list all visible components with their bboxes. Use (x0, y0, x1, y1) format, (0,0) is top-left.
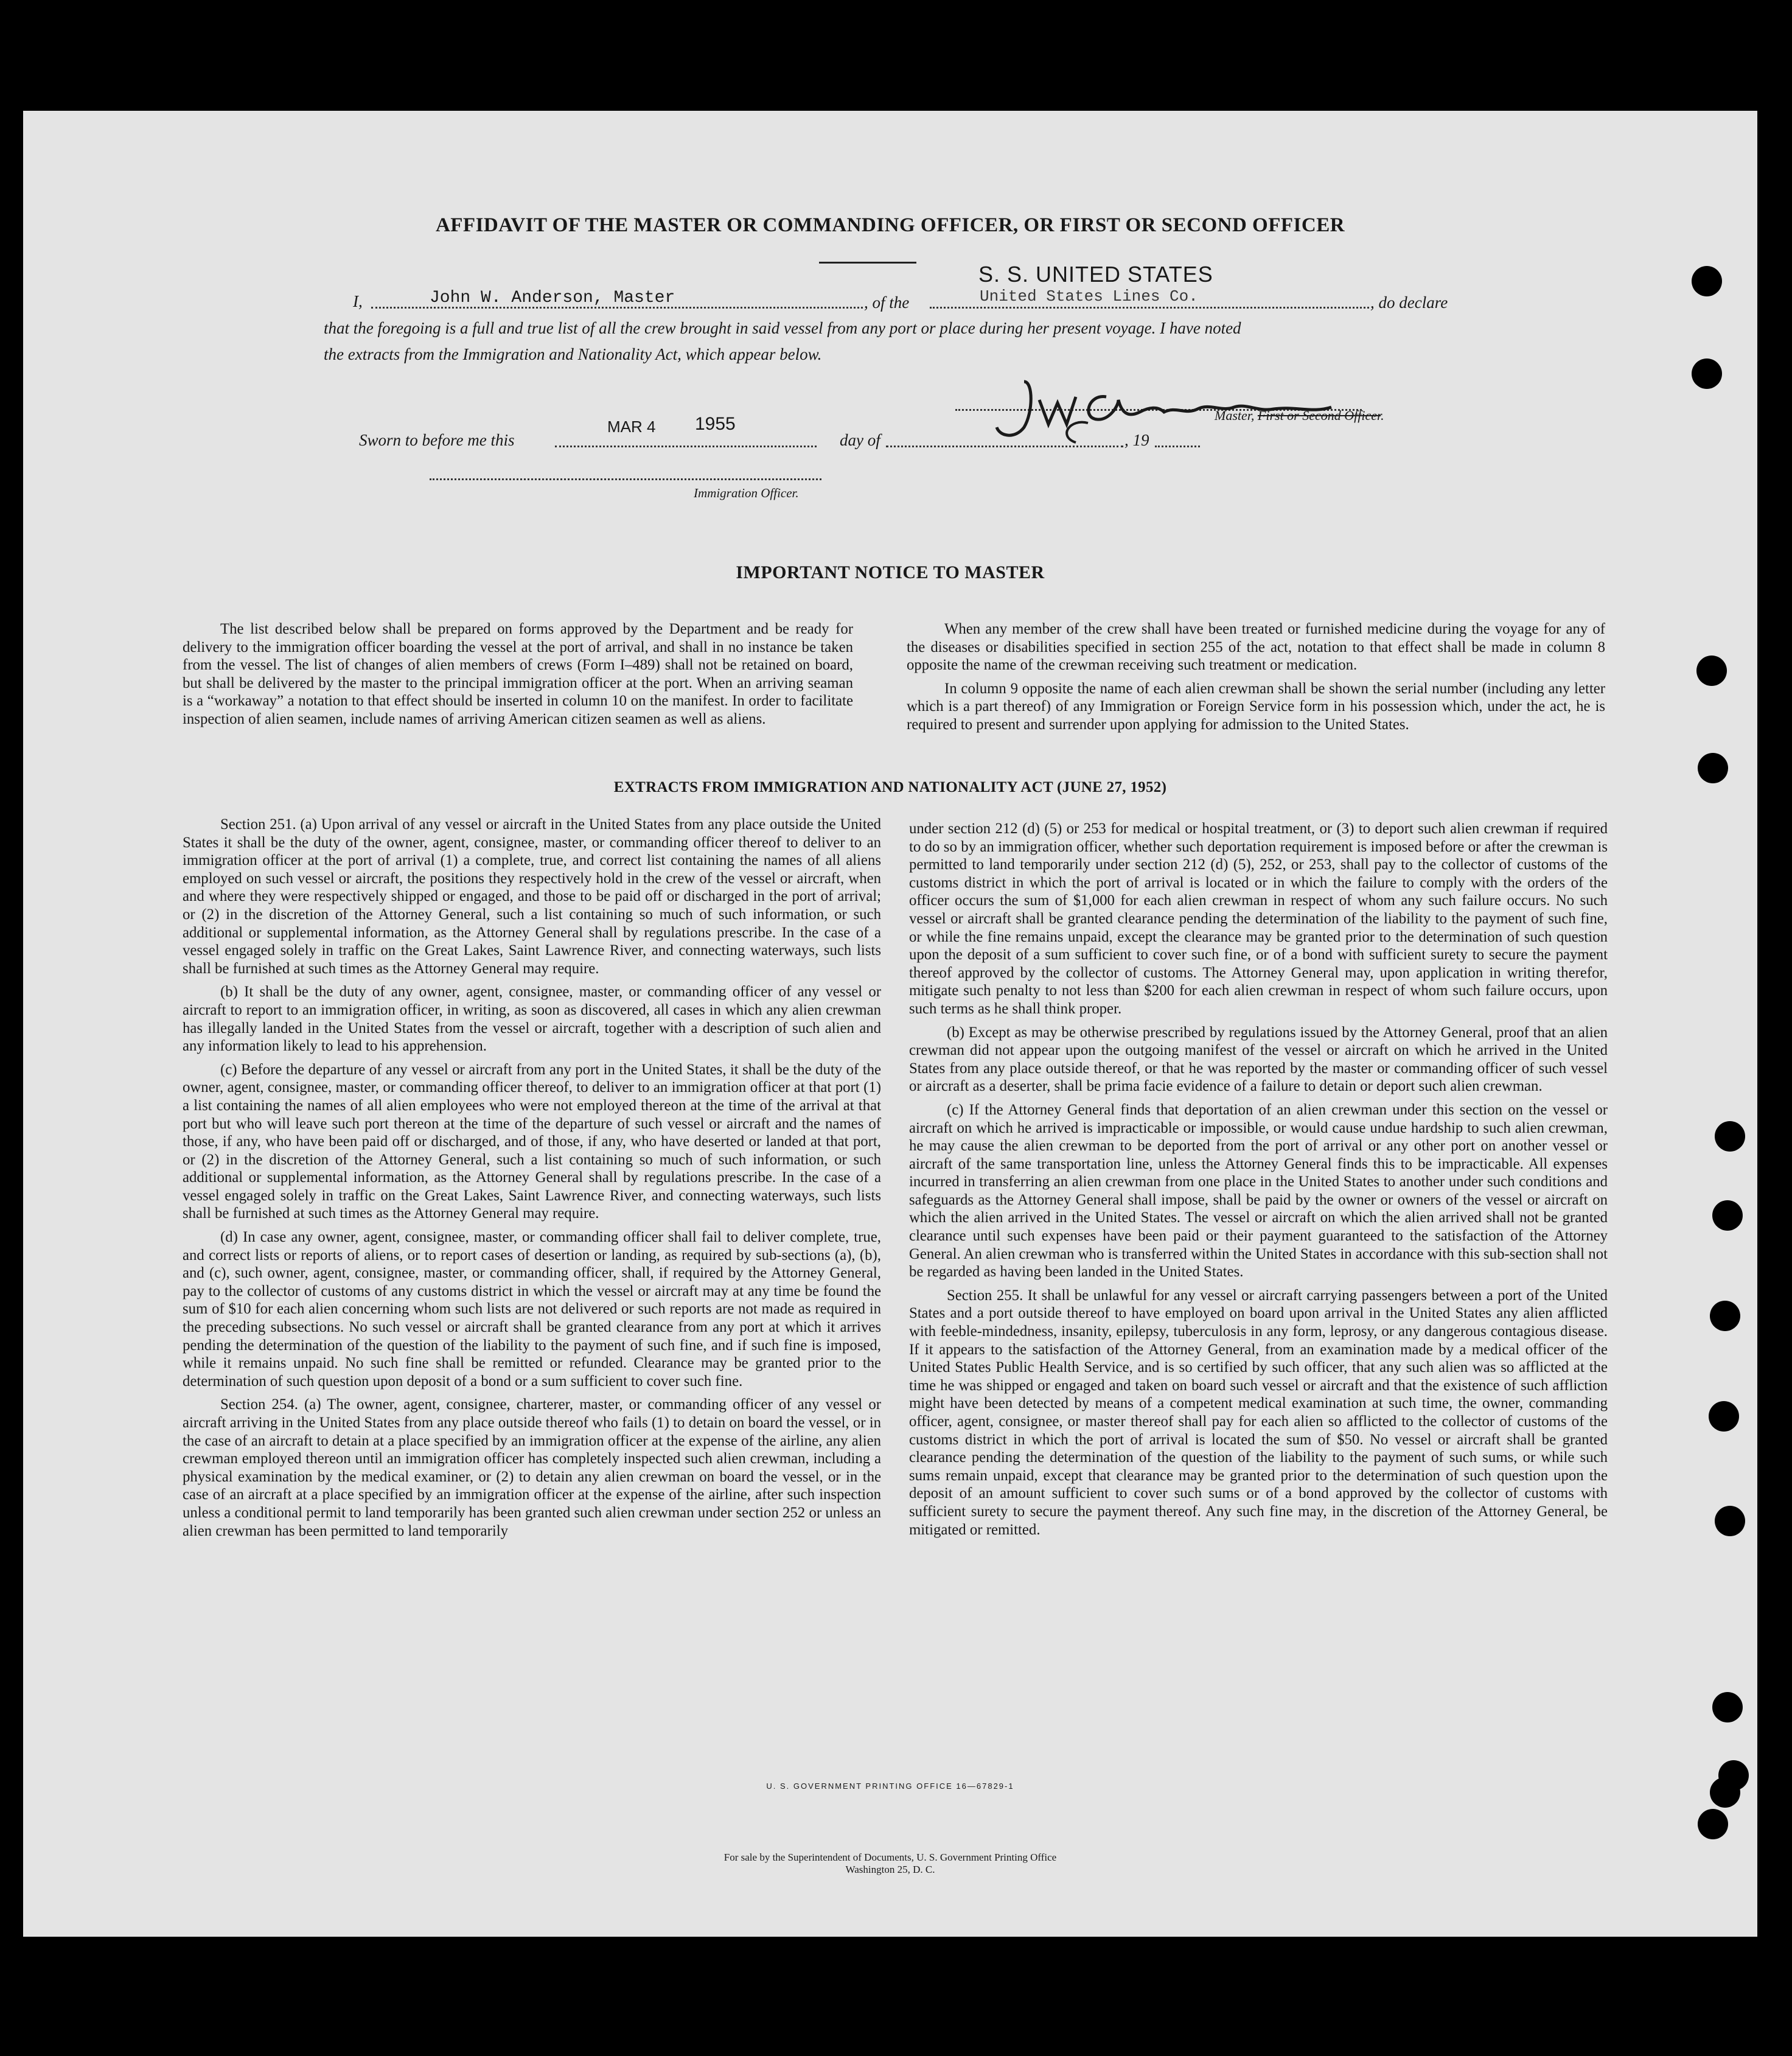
extract-paragraph: Section 251. (a) Upon arrival of any vessel or aircraft in the United States from any place outside the United States it shall be the duty of the owner, agent, consignee, master, or commanding officer thereof to deliver to an immigration officer at the port of arrival (1) a complete, true, and correct list containing the names of all aliens employed on such vessel or aircraft, the positions they respectively hold in the crew of the vessel or aircraft, when and where they were respectively shipped or engaged, and those to be paid off or discharged in the port of arrival; or (2) in the discretion of the Attorney General, such a list containing so much of such information, or such additional or supplemental information, as the Attorney General shall by regulations prescribe. In the case of a vessel engaged solely in traffic on the Great Lakes, Saint Lawrence River, and connecting waterways, such lists shall be furnished at such times as the Attorney General may require. (183, 816, 881, 977)
extract-paragraph: (d) In case any owner, agent, consignee, master, or commanding officer shall fail to deliver complete, true, and correct lists or reports of aliens, or to report cases of desertion or landing, as required by sub-sections (a), (b), and (c), such owner, agent, consignee, master, or commanding officer, shall, if required by the Attorney General, pay to the collector of customs of any customs district in which the vessel or aircraft may at any time be found the sum of $10 for each alien concerning whom such lists are not delivered or such reports are not made as required in the preceding subsections. No such vessel or aircraft shall be granted clearance from any port at which it arrives pending the determination of the question of the liability to the payment of such fine, and if such fine is imposed, while it remains unpaid. No such fine shall be remitted or refunded. Clearance may be granted prior to the determination of such question upon deposit of a bond or a sum sufficient to cover such fine. (183, 1229, 881, 1390)
punch-hole (1692, 266, 1722, 296)
extract-paragraph: (b) It shall be the duty of any owner, agent, consignee, master, or commanding officer of any vessel or aircraft to report to an immigration officer, in writing, as soon as discovered, all cases in which any alien crewman has illegally landed in the United States from the vessel or aircraft, together with a description of such alien and any information likely to lead to his apprehension. (183, 984, 881, 1055)
extracts-left-column (183, 816, 881, 1545)
officer-label: Immigration Officer. (694, 486, 799, 500)
notice-right-paragraph-1: When any member of the crew shall have been treated or furnished medicine during the voyage for any of the diseases or disabilities specified in section 255 of the act, notation to that effect shall be made in column 8 opposite the name of the crewman receiving such treatment or medication. (907, 621, 1605, 674)
punch-hole (1715, 1121, 1745, 1152)
punch-hole (1698, 753, 1728, 783)
extract-paragraph: (b) Except as may be otherwise prescribed by regulations issued by the Attorney General, proof that an alien crewman did not appear upon the outgoing manifest of the vessel or aircraft on which he arrived in the United States from any place outside thereof, or that he was reported by the master or commanding officer of such vessel or aircraft as a deserter, shall be prima facie evidence of a failure to detain or deport such alien crewman. (909, 1024, 1608, 1095)
sworn-label: Sworn to before me this (359, 431, 515, 449)
day-of-label: day of (840, 431, 880, 449)
master-name: John W. Anderson, Master (430, 288, 675, 307)
extract-paragraph: Section 254. (a) The owner, agent, consignee, charterer, master, or commanding officer of any vessel or aircraft arriving in the United States from any place outside thereof who fails (1) to detain on board the vessel, or in the case of an aircraft to detain at a place specified by an immigration officer at the expense of the airline, any alien crewman employed thereon until an immigration officer has completely inspected such alien crewman, including a physical examination by the medical examiner, or (2) to detain any alien crewman on board the vessel, or in the case of an aircraft at a place specified by an immigration officer at the expense of the airline, after such inspection unless a conditional permit to land temporarily has been granted such alien crewman under section 252 or unless an alien crewman has been permitted to land temporarily (183, 1396, 881, 1539)
signature-label-struck: First or Second Officer (1257, 408, 1381, 423)
title-rule (819, 262, 916, 264)
extract-paragraph: under section 212 (d) (5) or 253 for medical or hospital treatment, or (3) to deport such alien crewman if required to do so by an immigration officer, whether such deportation requirement is imposed before or after the crewman is permitted to land temporarily under section 212 (d) (5), 252, or 253, shall pay to the collector of customs of the customs district in which the port of arrival is located or in which the failure to comply with the orders of the officer occurs the sum of $1,000 for each alien crewman in respect of whom any such failure occurs. No such vessel or aircraft shall be granted clearance pending the determination of the liability to the payment of such fine, or while the fine remains unpaid, except the clearance may be granted prior to the determination of such question upon the deposit of a sum sufficient to cover such fine, or of a bond with sufficient surety to secure the payment thereof approved by the collector of customs. The Attorney General may, upon application in writing therefor, mitigate such penalty to not less than $200 for each alien crewman in respect of whom such failure occurs, upon such terms as he shall think proper. (909, 820, 1608, 1017)
signature-label (1215, 408, 1384, 424)
notice-left-paragraph: The list described below shall be prepared on forms approved by the Department and be ready for delivery to the immigration officer boarding the vessel at the port of arrival, and shall in no instance be taken from the vessel. The list of changes of alien members of crews (Form I–489) shall not be retained on board, but shall be delivered by the master to the principal immigration officer at the port. When an arriving seaman is a “workaway” a notation to that effect should be inserted in column 10 on the manifest. In order to facilitate inspection of alien seamen, include names of arriving American citizen seamen as well as aliens. (183, 621, 853, 727)
punch-hole (1712, 1200, 1743, 1231)
vessel-line (930, 307, 1369, 309)
signature-stroke-w (1039, 397, 1076, 424)
sworn-date: MAR 4 (607, 418, 656, 436)
officer-line (430, 478, 821, 480)
punch-hole (1696, 656, 1727, 686)
extract-paragraph: (c) If the Attorney General finds that deportation of an alien crewman under this section on the vessel or aircraft on which he arrived is impracticable or impossible, or would cause undue hardship to such alien crewman, he may cause the alien crewman to be deported from the port of arrival or any other port on another vessel or aircraft of the same transportation line, unless the Attorney General finds this to be impracticable. All expenses incurred in transferring an alien crewman from one place in the United States to another under such conditions and safeguards as the Attorney General shall impose, shall be paid by the owner or owners of the vessel or aircraft on which the alien arrived in the United States. The vessel or aircraft on which the alien arrived shall not be granted clearance until such expenses have been paid or their payment guaranteed to the satisfaction of the Attorney General. An alien crewman who is transferred within the United States in accordance with this sub-section shall not be regarded as having been landed in the United States. (909, 1101, 1608, 1281)
of-the-label: , of the (864, 293, 910, 312)
affidavit-title: AFFIDAVIT OF THE MASTER OR COMMANDING OFFICER, OR FIRST OR SECOND OFFICER (435, 214, 1345, 236)
punch-hole (1712, 1692, 1743, 1722)
year-prefix-label: , 19 (1124, 431, 1149, 449)
notice-right-paragraph-2: In column 9 opposite the name of each alien crewman shall be shown the serial number (including any letter which is a part thereof) of any Immigration or Foreign Service form in his possession which, under the act, he is required to present and surrender upon applying for admission to the United States. (907, 680, 1605, 733)
extract-paragraph: Section 255. It shall be unlawful for any vessel or aircraft carrying passengers between a port of the United States and a port outside thereof to have employed on board upon arrival in the United States any alien afflicted with feeble-mindedness, insanity, epilepsy, tuberculosis in any form, leprosy, or any dangerous contagious disease. If it appears to the satisfaction of the Attorney General, from an examination made by a medical officer of the United States Public Health Service, and is so certified by such officer, that any such alien was so afflicted at the time he was shipped or engaged and taken on board such vessel or aircraft and that the existence of such affliction might have been detected by means of a competent medical examination at such time, the owner, commanding officer, agent, consignee, or master thereof shall pay for each alien so afflicted to the collector of customs of the customs district in which the port of arrival is located the sum of $50. No vessel or aircraft shall be granted clearance pending the determination of the question of the liability to the payment of such sums, or while such sums remain unpaid, except that clearance may be granted prior to the determination of such question upon the deposit of an amount sufficient to cover such sums or of a bond approved by the collector of customs with sufficient surety to secure the payment thereof. Any such fine may, in the discretion of the Attorney General, be mitigated or remitted. (909, 1287, 1608, 1538)
extracts-title: EXTRACTS FROM IMMIGRATION AND NATIONALITY ACT (JUNE 27, 1952) (613, 779, 1167, 795)
notice-title: IMPORTANT NOTICE TO MASTER (736, 562, 1045, 582)
month-line (886, 446, 1123, 447)
sworn-year: 1955 (695, 414, 736, 434)
signature-stroke-flourish (1067, 422, 1088, 442)
punch-hole (1710, 1777, 1740, 1808)
notice-right-column (907, 620, 1605, 740)
extracts-right-column (909, 820, 1608, 1544)
statement-line-1: that the foregoing is a full and true list of all the crew brought in said vessel from any port or place during her present voyage. I have noted (324, 319, 1241, 337)
signature-label-suffix: . (1381, 408, 1384, 423)
sale-notice (23, 1851, 1757, 1876)
do-declare-label: , do declare (1370, 293, 1448, 312)
sworn-date-line (555, 446, 817, 447)
vessel-typed: United States Lines Co. (980, 287, 1198, 306)
notice-left-column (183, 620, 853, 734)
sale-line-2: Washington 25, D. C. (845, 1864, 935, 1875)
signature-label-master: Master, (1215, 408, 1258, 423)
statement-line-2: the extracts from the Immigration and Nationality Act, which appear below. (324, 345, 822, 363)
vessel-stamp: S. S. UNITED STATES (978, 262, 1213, 287)
year-line (1155, 446, 1200, 447)
punch-hole (1715, 1506, 1745, 1536)
document-page (23, 111, 1757, 1937)
extract-paragraph: (c) Before the departure of any vessel or aircraft from any port in the United States, it shall be the duty of the owner, agent, consignee, master, or commanding officer thereof, to deliver to an immigration officer at that port (1) a list containing the names of all alien employees who were not employed thereon at the time of the arrival at that port but who will leave such port thereon at the time of the departure of such vessel or aircraft and the names of those, if any, who have been paid off or discharged, and of those, if any, who have deserted or landed at that port, or (2) in the discretion of the Attorney General, such a list containing so much of such information, or such additional or supplemental information, as the Attorney General shall by regulations prescribe. In the case of a vessel engaged solely in traffic on the Great Lakes, Saint Lawrence River, and connecting waterways, such lists shall be furnished at such times as the Attorney General may require. (183, 1061, 881, 1222)
i-label: I, (353, 292, 363, 310)
sale-line-1: For sale by the Superintendent of Documents, U. S. Government Printing Office (723, 1851, 1057, 1863)
punch-hole (1698, 1809, 1728, 1839)
punch-hole (1710, 1301, 1740, 1331)
punch-hole (1692, 358, 1722, 389)
punch-hole (1709, 1401, 1739, 1432)
signature-stroke-j (997, 382, 1031, 435)
printing-office-line: U. S. GOVERNMENT PRINTING OFFICE 16—67829-1 (766, 1782, 1014, 1791)
